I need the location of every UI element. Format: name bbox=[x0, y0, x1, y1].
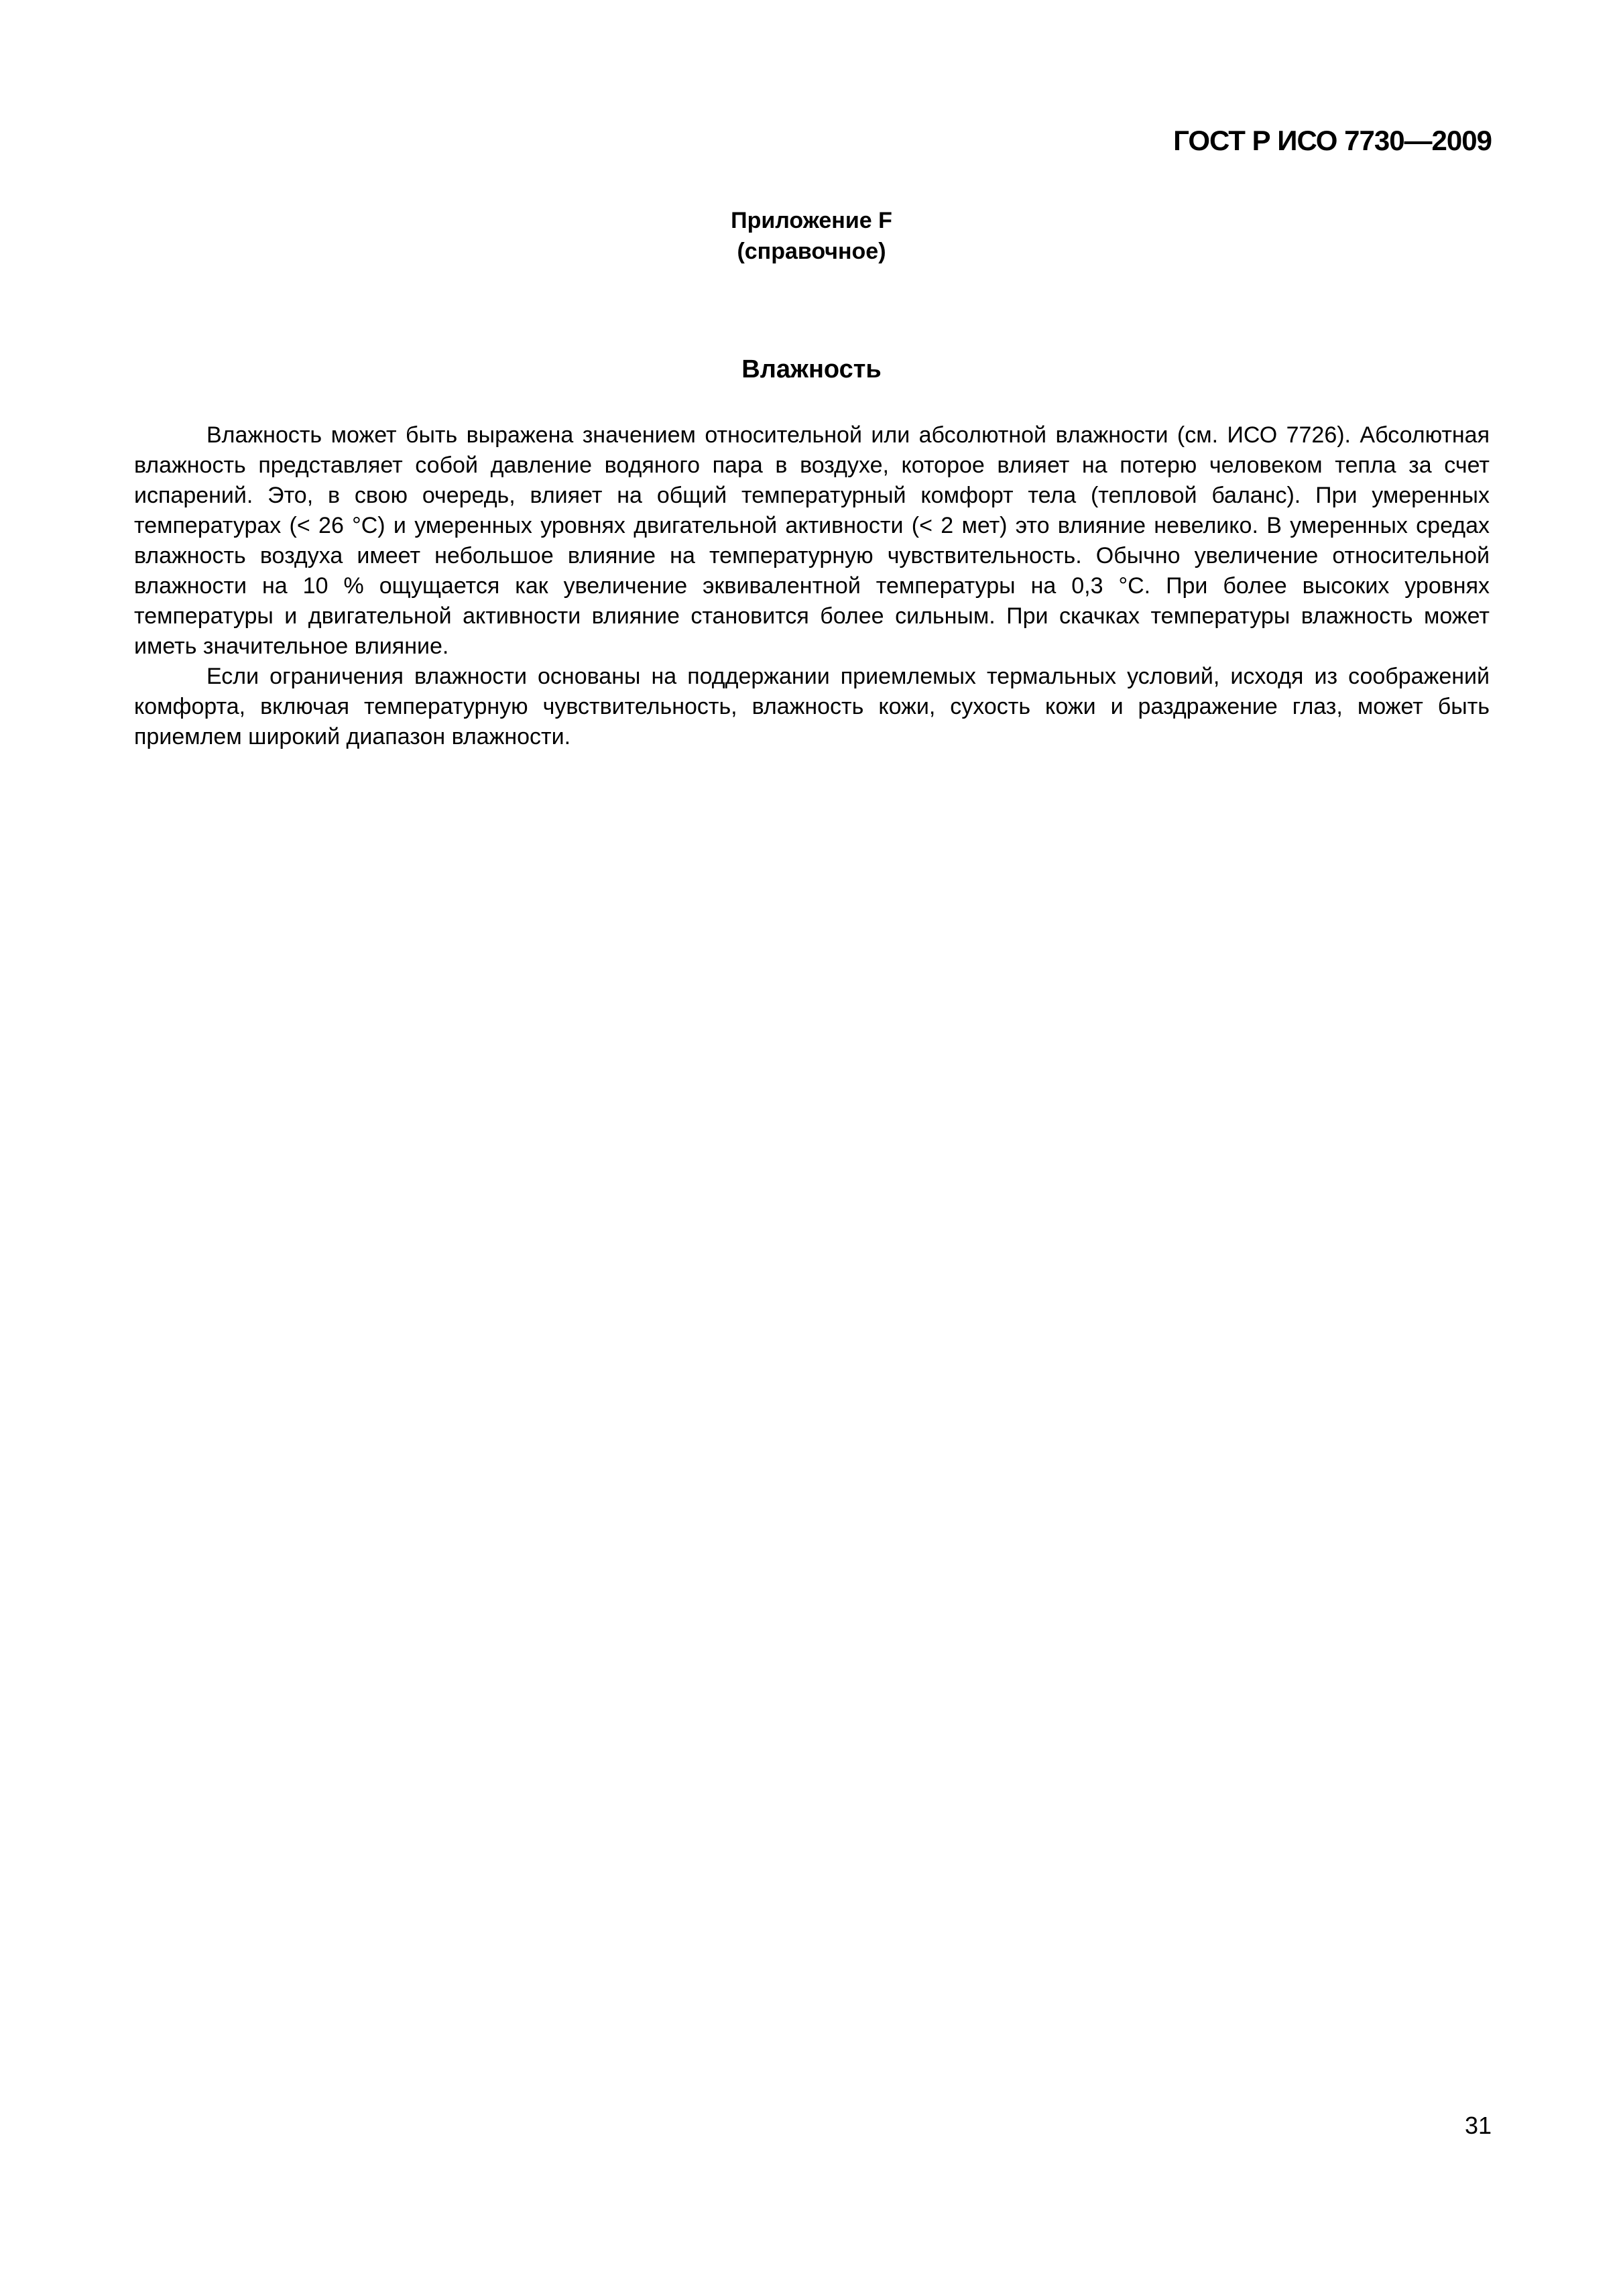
document-code: ГОСТ Р ИСО 7730—2009 bbox=[1173, 125, 1492, 156]
paragraph-2: Если ограничения влажности основаны на поддержании приемлемых термальных условий, исходя из соображений комфорта, включая температурную чувствительность, влажность кожи, сухость кожи и раздражение глаз, может быть приемлем широкий диапазон влажности. bbox=[134, 664, 1490, 749]
annex-heading bbox=[0, 205, 1623, 267]
body-text bbox=[134, 420, 1490, 752]
annex-title: Приложение F bbox=[731, 208, 892, 233]
paragraph-1: Влажность может быть выражена значением относительной или абсолютной влажности (см. ИСО 7726). Абсолютная влажность представляет собой давление водяного пара в воздухе, которое влияет на потерю человеком тепла за счет испарений. Это, в свою очередь, влияет на общий температурный комфорт тела (тепловой баланс). При умеренных температурах (< 26 °C) и умеренных уровнях двигательной активности (< 2 мет) это влияние невелико. В умеренных средах влажность воздуха имеет небольшое влияние на температурную чувствительность. Обычно увеличение относительной влажности на 10 % ощущается как увеличение эквивалентной температуры на 0,3 °С. При более высоких уровнях температуры и двигательной активности влияние становится более сильным. При скачках температуры влажность может иметь значительное влияние. bbox=[134, 422, 1490, 659]
section-title: Влажность bbox=[741, 355, 882, 383]
page-number: 31 bbox=[1464, 2112, 1492, 2139]
annex-status: (справочное) bbox=[737, 239, 886, 264]
